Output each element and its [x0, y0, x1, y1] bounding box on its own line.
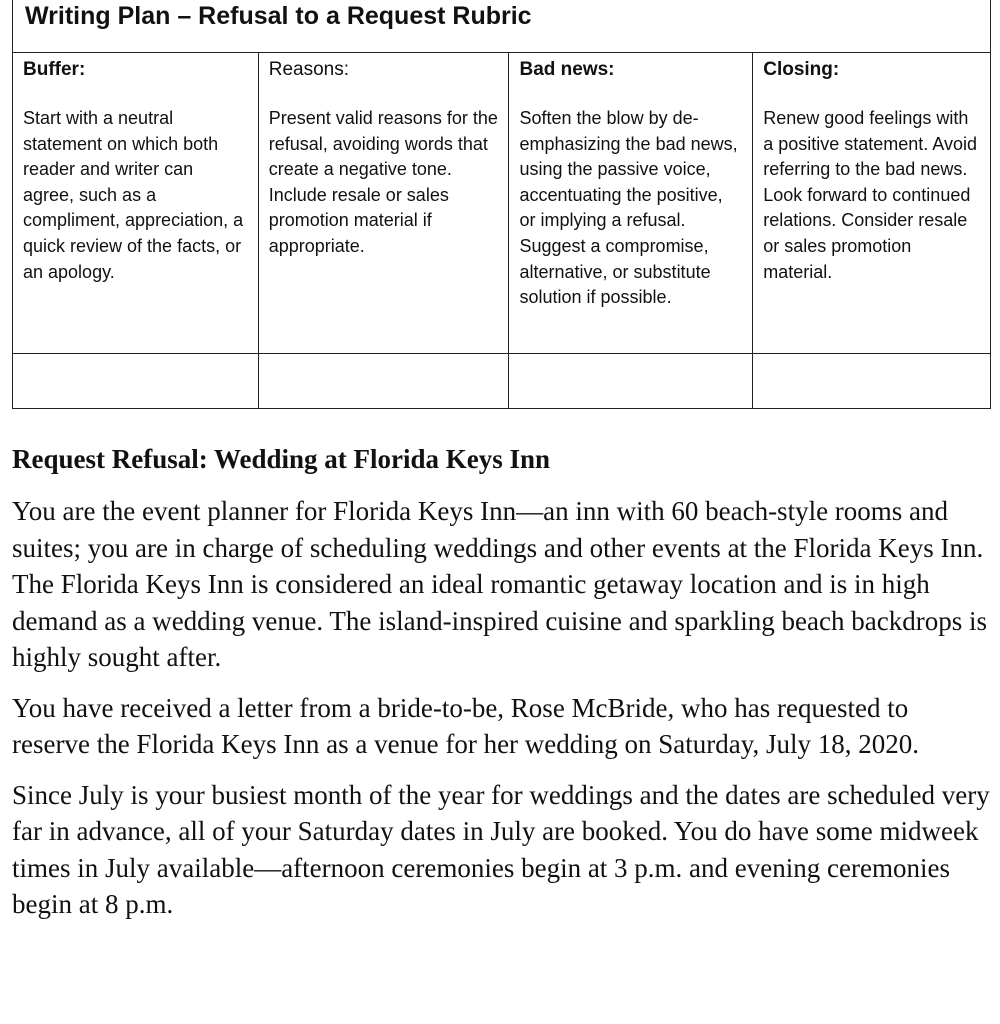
paragraph-intro: You are the event planner for Florida Keys Inn—an inn with 60 beach-style rooms and suites; you are in charge of scheduling weddings and other events at the Florida Keys Inn. The Florida Keys Inn is considered an ideal romantic getaway location and is in high demand as a wedding venue. The island-inspired cuisine and sparkling beach backdrops is highly sought after.	[12, 496, 987, 672]
paragraph-availability: Since July is your busiest month of the year for weddings and the dates are scheduled very far in advance, all of your Saturday dates in July are booked. You do have some midweek times in July available—afternoon ceremonies begin at 3 p.m. and evening ceremonies begin at 8 p.m.	[12, 779, 990, 919]
reasons-cell	[258, 53, 509, 354]
document-heading: Request Refusal: Wedding at Florida Keys Inn	[12, 444, 551, 474]
buffer-cell	[13, 53, 259, 354]
empty-cell-buffer	[13, 354, 259, 409]
buffer-heading: Buffer:	[23, 59, 86, 80]
closing-text: Renew good feelings with a positive statement. Avoid referring to the bad news. Look forward to continued relations. Consider resale or sales promotion material.	[763, 108, 978, 282]
rubric-table	[12, 0, 991, 409]
empty-cell-reasons	[258, 354, 509, 409]
reasons-heading: Reasons:	[268, 59, 350, 80]
rubric-title: Writing Plan – Refusal to a Request Rubric	[25, 2, 532, 30]
empty-cell-closing	[753, 354, 991, 409]
bad-news-text: Soften the blow by de-emphasizing the bad news, using the passive voice, accentuating the positive, or implying a refusal. Suggest a compromise, alternative, or substitute solution if possible.	[519, 108, 738, 308]
reasons-text: Present valid reasons for the refusal, avoiding words that create a negative tone. Include resale or sales promotion material if appropriate.	[268, 108, 498, 256]
bad-news-cell	[509, 53, 753, 354]
assignment-document	[12, 443, 992, 937]
paragraph-request: You have received a letter from a bride-to-be, Rose McBride, who has requested to reserve the Florida Keys Inn as a venue for her wedding on Saturday, July 18, 2020.	[12, 692, 920, 759]
rubric-title-cell	[13, 0, 991, 53]
empty-cell-bad-news	[509, 354, 753, 409]
closing-heading: Closing:	[763, 59, 840, 80]
bad-news-heading: Bad news:	[519, 59, 615, 80]
buffer-text: Start with a neutral statement on which both reader and writer can agree, such as a compliment, appreciation, a quick review of the facts, or an apology.	[23, 108, 244, 282]
closing-cell	[753, 53, 991, 354]
